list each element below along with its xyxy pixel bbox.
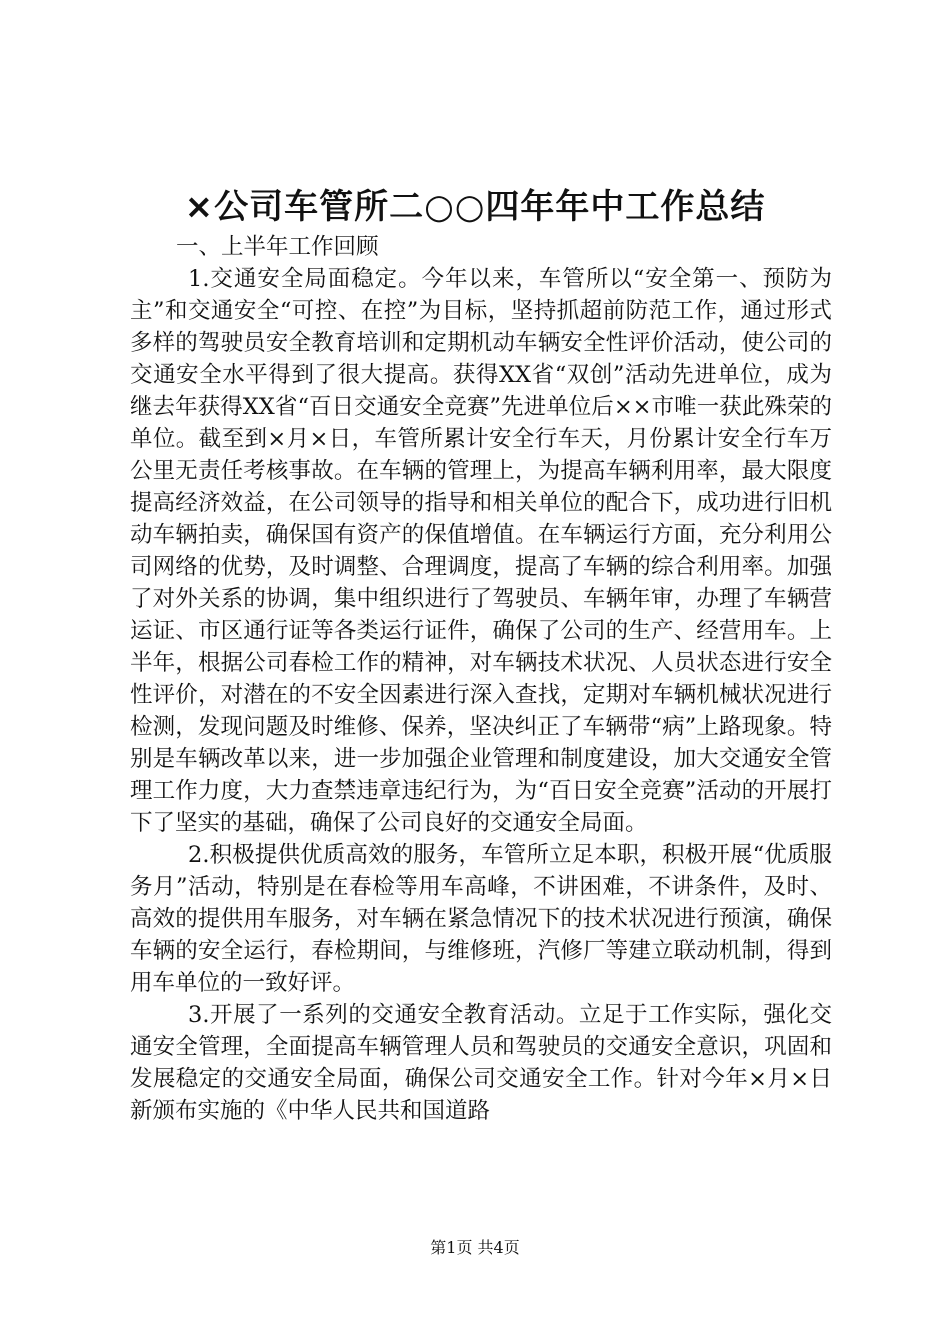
page-number-footer: 第1页 共4页 [430, 1238, 520, 1257]
paragraph-1: 1.交通安全局面稳定。今年以来，车管所以“安全第一、预防为主”和交通安全“可控、在控”为目标，坚持抓超前防范工作，通过形式多样的驾驶员安全教育培训和定期机动车辆安全性评价活动，使公司的交通安全水平得到了很大提高。获得XX省“双创”活动先进单位，成为继去年获得XX省“百日交通安全竞赛”先进单位后××市唯一获此殊荣的单位。截至到×月×日，车管所累计安全行车天，月份累计安全行车万公里无责任考核事故。在车辆的管理上，为提高车辆利用率，最大限度提高经济效益，在公司领导的指导和相关单位的配合下，成功进行旧机动车辆拍卖，确保国有资产的保值增值。在车辆运行方面，充分利用公司网络的优势，及时调整、合理调度，提高了车辆的综合利用率。加强了对外关系的协调，集中组织进行了驾驶员、车辆年审，办理了车辆营运证、市区通行证等各类运行证件，确保了公司的生产、经营用车。上半年，根据公司春检工作的精神，对车辆技术状况、人员状态进行安全性评价，对潜在的不安全因素进行深入查找，定期对车辆机械状况进行检测，发现问题及时维修、保养，坚决纠正了车辆带“病”上路现象。特别是车辆改革以来，进一步加强企业管理和制度建设，加大交通安全管理工作力度，大力查禁违章违纪行为，为“百日安全竞赛”活动的开展打下了坚实的基础，确保了公司良好的交通安全局面。 [130, 266, 832, 836]
document-title: ×公司车管所二○○四年年中工作总结 [184, 187, 766, 227]
section-heading: 一、上半年工作回顾 [176, 234, 379, 260]
paragraph-3: 3.开展了一系列的交通安全教育活动。立足于工作实际，强化交通安全管理，全面提高车辆管理人员和驾驶员的交通安全意识，巩固和发展稳定的交通安全局面，确保公司交通安全工作。针对今年×月×日新颁布实施的《中华人民共和国道路 [130, 1002, 832, 1124]
document-body [130, 231, 832, 1127]
paragraph-2: 2.积极提供优质高效的服务，车管所立足本职，积极开展“优质服务月”活动，特别是在春检等用车高峰，不讲困难，不讲条件，及时、高效的提供用车服务，对车辆在紧急情况下的技术状况进行预演，确保车辆的安全运行，春检期间，与维修班，汽修厂等建立联动机制，得到用车单位的一致好评。 [130, 842, 832, 996]
